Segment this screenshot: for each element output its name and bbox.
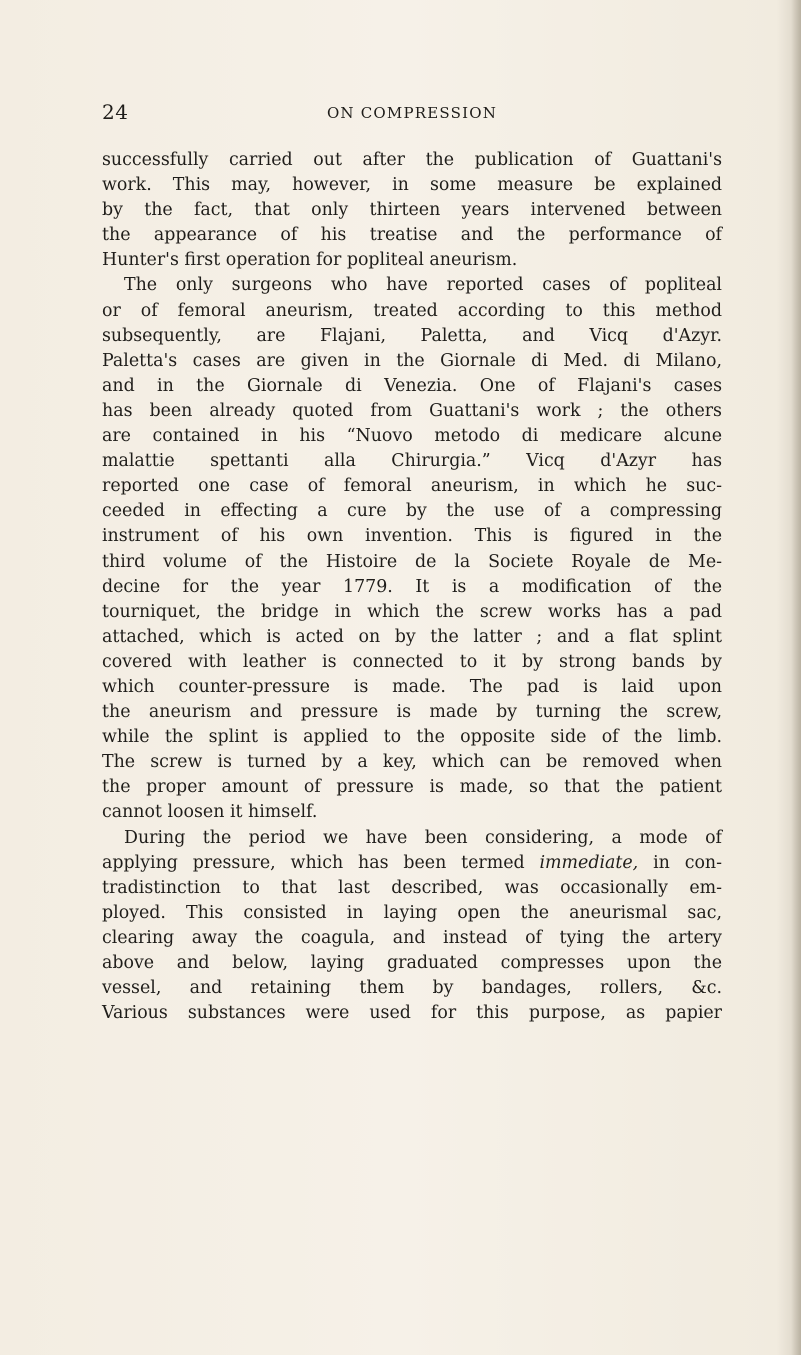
text-line: attached, which is acted on by the latter ; and a flat splint — [102, 626, 722, 647]
text-line: the appearance of his treatise and the performance of — [102, 225, 722, 246]
text-line: successfully carried out after the publication of Guattani's — [102, 150, 722, 170]
text-line: above and below, laying graduated compresses upon the — [102, 953, 722, 973]
text-line: the proper amount of pressure is made, so that the patient — [102, 777, 722, 798]
text-line: Paletta's cases are given in the Giornale di Med. di Milano, — [102, 350, 722, 371]
text-line: has been already quoted from Guattani's work ; the others — [102, 400, 722, 421]
text-line: tourniquet, the bridge in which the screw works has a pad — [102, 601, 722, 622]
running-title: ON COMPRESSION — [326, 104, 498, 122]
text-line: and in the Giornale di Venezia. One of Flajani's cases — [102, 375, 722, 396]
text-line: the aneurism and pressure is made by turning the screw, — [102, 702, 722, 723]
text-line: are contained in his “Nuovo metodo di medicare alcune — [102, 426, 722, 447]
italic-term: immediate, — [539, 852, 639, 873]
text-line: The only surgeons who have reported cases of popliteal — [124, 275, 722, 296]
text-line: The screw is turned by a key, which can be removed when — [102, 752, 722, 773]
text-line: third volume of the Histoire de la Societe Royale de Me- — [102, 551, 722, 572]
running-head — [102, 100, 722, 130]
text-line: while the splint is applied to the opposite side of the limb. — [102, 727, 722, 748]
text-line: decine for the year 1779. It is a modification of the — [102, 576, 722, 597]
text-line: covered with leather is connected to it by strong bands by — [102, 651, 722, 672]
text-line: work. This may, however, in some measure be explained — [102, 175, 722, 196]
text-line: reported one case of femoral aneurism, in which he suc- — [102, 476, 722, 497]
body-text — [102, 148, 722, 1026]
text-line: During the period we have been considering, a mode of — [124, 827, 722, 848]
text-line: instrument of his own invention. This is figured in the — [102, 526, 722, 547]
page-number: 24 — [102, 100, 129, 124]
text-line: ployed. This consisted in laying open the aneurismal sac, — [102, 902, 722, 923]
text-run: in con- — [638, 852, 722, 873]
text-line: cannot loosen it himself. — [102, 802, 318, 823]
text-run: applying pressure, which has been termed — [102, 852, 540, 873]
text-line: or of femoral aneurism, treated according to this method — [102, 300, 722, 321]
text-line: clearing away the coagula, and instead of tying the artery — [102, 927, 722, 948]
text-line-with-italic — [102, 851, 722, 876]
text-line: by the fact, that only thirteen years intervened between — [102, 200, 722, 221]
text-line: ceeded in effecting a cure by the use of a compressing — [102, 501, 722, 522]
text-line: vessel, and retaining them by bandages, rollers, &c. — [102, 978, 722, 999]
text-line: Various substances were used for this purpose, as papier — [102, 1003, 722, 1024]
page-edge-shadow — [791, 0, 801, 1355]
text-line: subsequently, are Flajani, Paletta, and Vicq d'Azyr. — [102, 325, 722, 346]
text-line: malattie spettanti alla Chirurgia.” Vicq d'Azyr has — [102, 451, 722, 472]
text-line: tradistinction to that last described, was occasionally em- — [102, 877, 722, 898]
text-line: which counter-pressure is made. The pad is laid upon — [102, 676, 722, 697]
text-line: Hunter's first operation for popliteal aneurism. — [102, 250, 518, 271]
